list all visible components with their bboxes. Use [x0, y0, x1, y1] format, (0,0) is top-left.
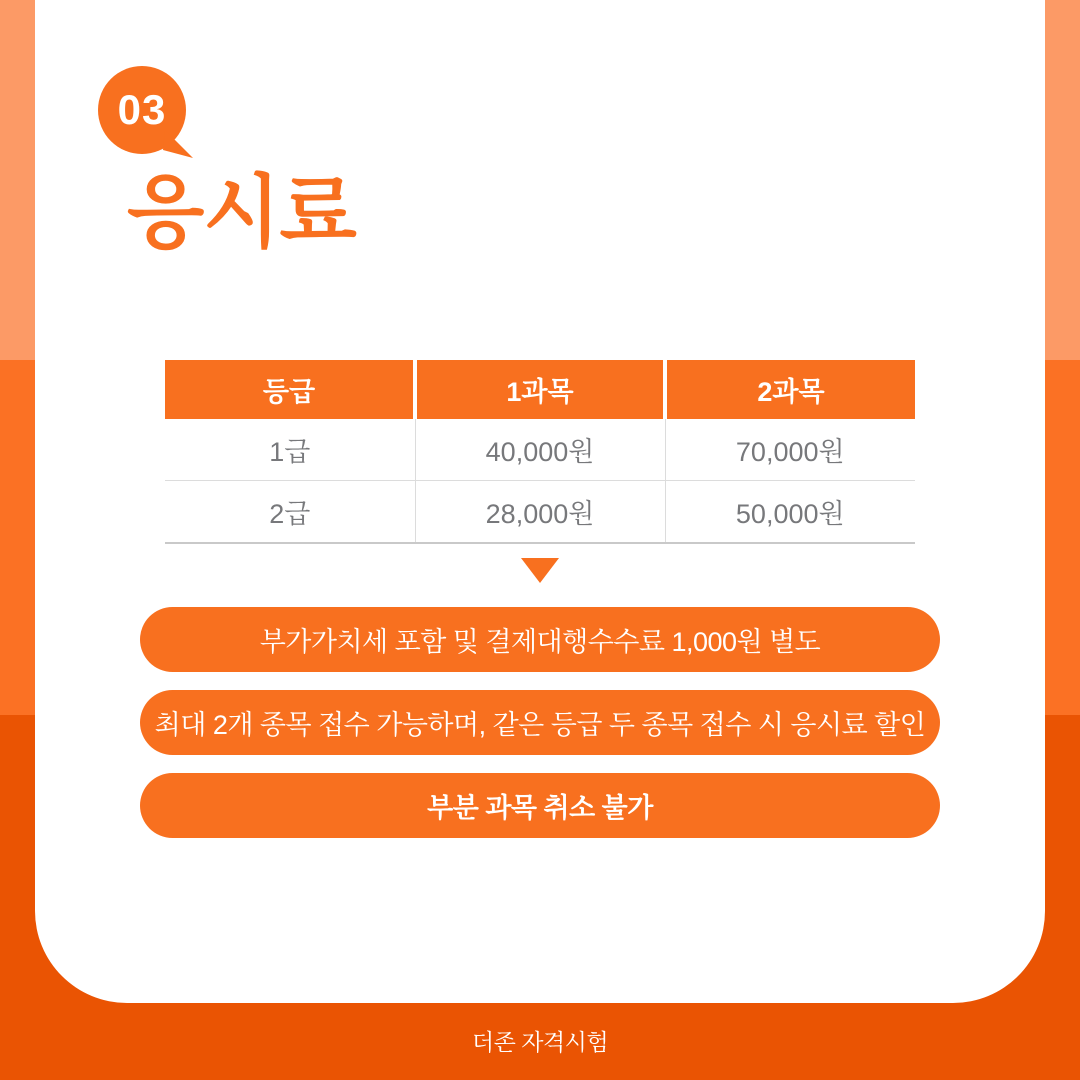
down-arrow-icon	[35, 558, 1045, 583]
footer-brand: 더존 자격시험	[471, 1029, 609, 1055]
header-grade: 등급	[165, 360, 415, 419]
cell-grade: 2급	[165, 481, 415, 544]
note-pill-no-cancel: 부분 과목 취소 불가	[140, 773, 940, 838]
section-number: 03	[117, 86, 167, 133]
content-card	[35, 0, 1045, 1003]
header-two-subjects: 2과목	[665, 360, 915, 419]
fee-table	[165, 360, 915, 544]
header-one-subject: 1과목	[415, 360, 665, 419]
section-number-badge	[98, 66, 186, 154]
cell-fee: 50,000원	[665, 481, 915, 544]
note-pill-vat: 부가가치세 포함 및 결제대행수수료 1,000원 별도	[140, 607, 940, 672]
fee-table-header	[165, 360, 915, 419]
page-title: 응시료	[127, 168, 356, 257]
cell-fee: 28,000원	[415, 481, 665, 544]
note-pill-discount: 최대 2개 종목 접수 가능하며, 같은 등급 두 종목 접수 시 응시료 할인	[140, 690, 940, 755]
cell-fee: 40,000원	[415, 419, 665, 481]
cell-grade: 1급	[165, 419, 415, 481]
notes-list	[140, 607, 940, 838]
table-row	[165, 419, 915, 481]
cell-fee: 70,000원	[665, 419, 915, 481]
table-row	[165, 481, 915, 544]
